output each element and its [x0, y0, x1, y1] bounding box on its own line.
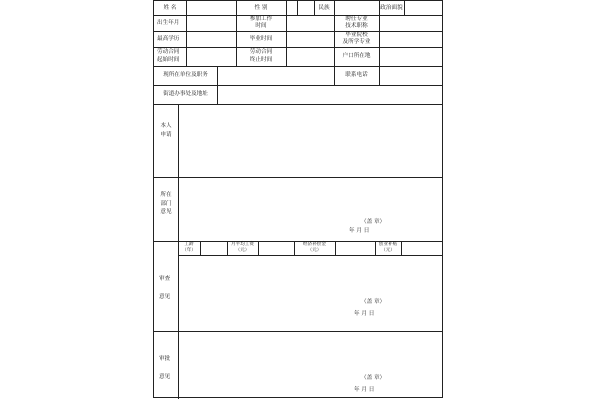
seniority-field[interactable]: [201, 242, 226, 254]
self-application-label-line2: 申请: [160, 131, 172, 138]
political-status-label: 政治面貌: [380, 5, 403, 11]
street-office-label: 街道办事处及地址: [163, 91, 208, 97]
education-label: 最高学历: [157, 36, 180, 42]
review-opinion-field[interactable]: [179, 256, 441, 330]
ethnicity-label: 民族: [318, 5, 330, 11]
review-label-line2: 意见: [159, 294, 171, 300]
graduation-time-field[interactable]: [287, 32, 333, 46]
department-opinion-field[interactable]: [179, 178, 441, 240]
startup-grant-label-line2: （元）: [381, 248, 395, 253]
department-seal: （盖 章）: [361, 219, 386, 225]
contract-end-field[interactable]: [287, 48, 333, 65]
contract-end-label-line2: 终止时间: [249, 57, 273, 63]
work-start-label-line2: 时间: [255, 23, 267, 29]
department-opinion-label-line1: 所在: [160, 192, 172, 198]
unit-position-field[interactable]: [218, 67, 333, 84]
seniority-label-line1: 工龄: [184, 242, 194, 247]
hukou-field[interactable]: [380, 48, 441, 65]
compensation-field[interactable]: [336, 242, 374, 254]
unit-position-label: 现所在单位及职务: [163, 72, 208, 78]
title-label-line2: 技术职称: [345, 23, 368, 29]
avg-salary-field[interactable]: [259, 242, 293, 254]
approval-label-line2: 意见: [159, 374, 171, 380]
approval-label-line1: 审批: [159, 356, 171, 362]
hukou-label: 户口所在地: [342, 53, 371, 59]
political-status-field[interactable]: [405, 2, 441, 14]
review-seal: （盖 章）: [361, 299, 386, 305]
approval-opinion-field[interactable]: [179, 332, 441, 398]
startup-grant-label-line1: 创业补贴: [378, 242, 398, 247]
title-label-line1: 聘任专业: [345, 16, 368, 22]
application-form: [153, 0, 443, 398]
contract-start-label-line2: 起始时间: [157, 57, 180, 63]
contract-end-label-line1: 劳动合同: [249, 49, 273, 55]
school-major-field[interactable]: [380, 32, 441, 46]
review-date: 年 月 日: [354, 311, 375, 317]
department-opinion-label-line3: 意见: [160, 209, 172, 215]
approval-seal: （盖 章）: [361, 375, 386, 381]
birth-date-label: 出生年月: [157, 20, 180, 26]
self-application-label: [158, 122, 174, 139]
department-date: 年 月 日: [349, 228, 370, 234]
avg-salary-label-line2: （元）: [235, 248, 250, 253]
compensation-label-line1: 经济补偿金: [303, 242, 326, 247]
gender-label: 性 别: [254, 5, 268, 11]
birth-date-field[interactable]: [187, 16, 235, 30]
self-application-label-line1: 本人: [160, 123, 172, 129]
review-label-line1: 审查: [159, 276, 171, 282]
ethnicity-field[interactable]: [335, 2, 378, 14]
name-label: 姓 名: [163, 5, 177, 11]
education-field[interactable]: [187, 32, 235, 46]
compensation-label-line2: （元）: [307, 248, 322, 253]
contract-start-field[interactable]: [187, 48, 235, 65]
department-opinion-label-line2: 部门: [160, 200, 172, 207]
phone-label: 联系电话: [345, 72, 368, 78]
graduation-time-label: 毕业时间: [249, 36, 273, 42]
col-divider: [297, 1, 298, 15]
name-field[interactable]: [187, 2, 235, 14]
self-application-field[interactable]: [179, 105, 441, 176]
school-label-line1: 毕业院校: [345, 32, 368, 38]
startup-grant-field[interactable]: [402, 242, 441, 254]
work-start-field[interactable]: [287, 16, 333, 30]
contract-start-label-line1: 劳动合同: [157, 49, 180, 55]
work-start-label-line1: 参加工作: [249, 16, 273, 22]
avg-salary-label-line1: 月平均工资: [231, 242, 254, 247]
department-opinion-label: [158, 191, 174, 217]
phone-field[interactable]: [380, 67, 441, 84]
approval-date: 年 月 日: [354, 387, 375, 393]
seniority-label-line2: （年）: [182, 248, 196, 253]
street-office-field[interactable]: [218, 86, 441, 103]
professional-title-field[interactable]: [380, 16, 441, 30]
gender-field[interactable]: [287, 2, 296, 14]
school-label-line2: 及所学专业: [342, 39, 371, 45]
